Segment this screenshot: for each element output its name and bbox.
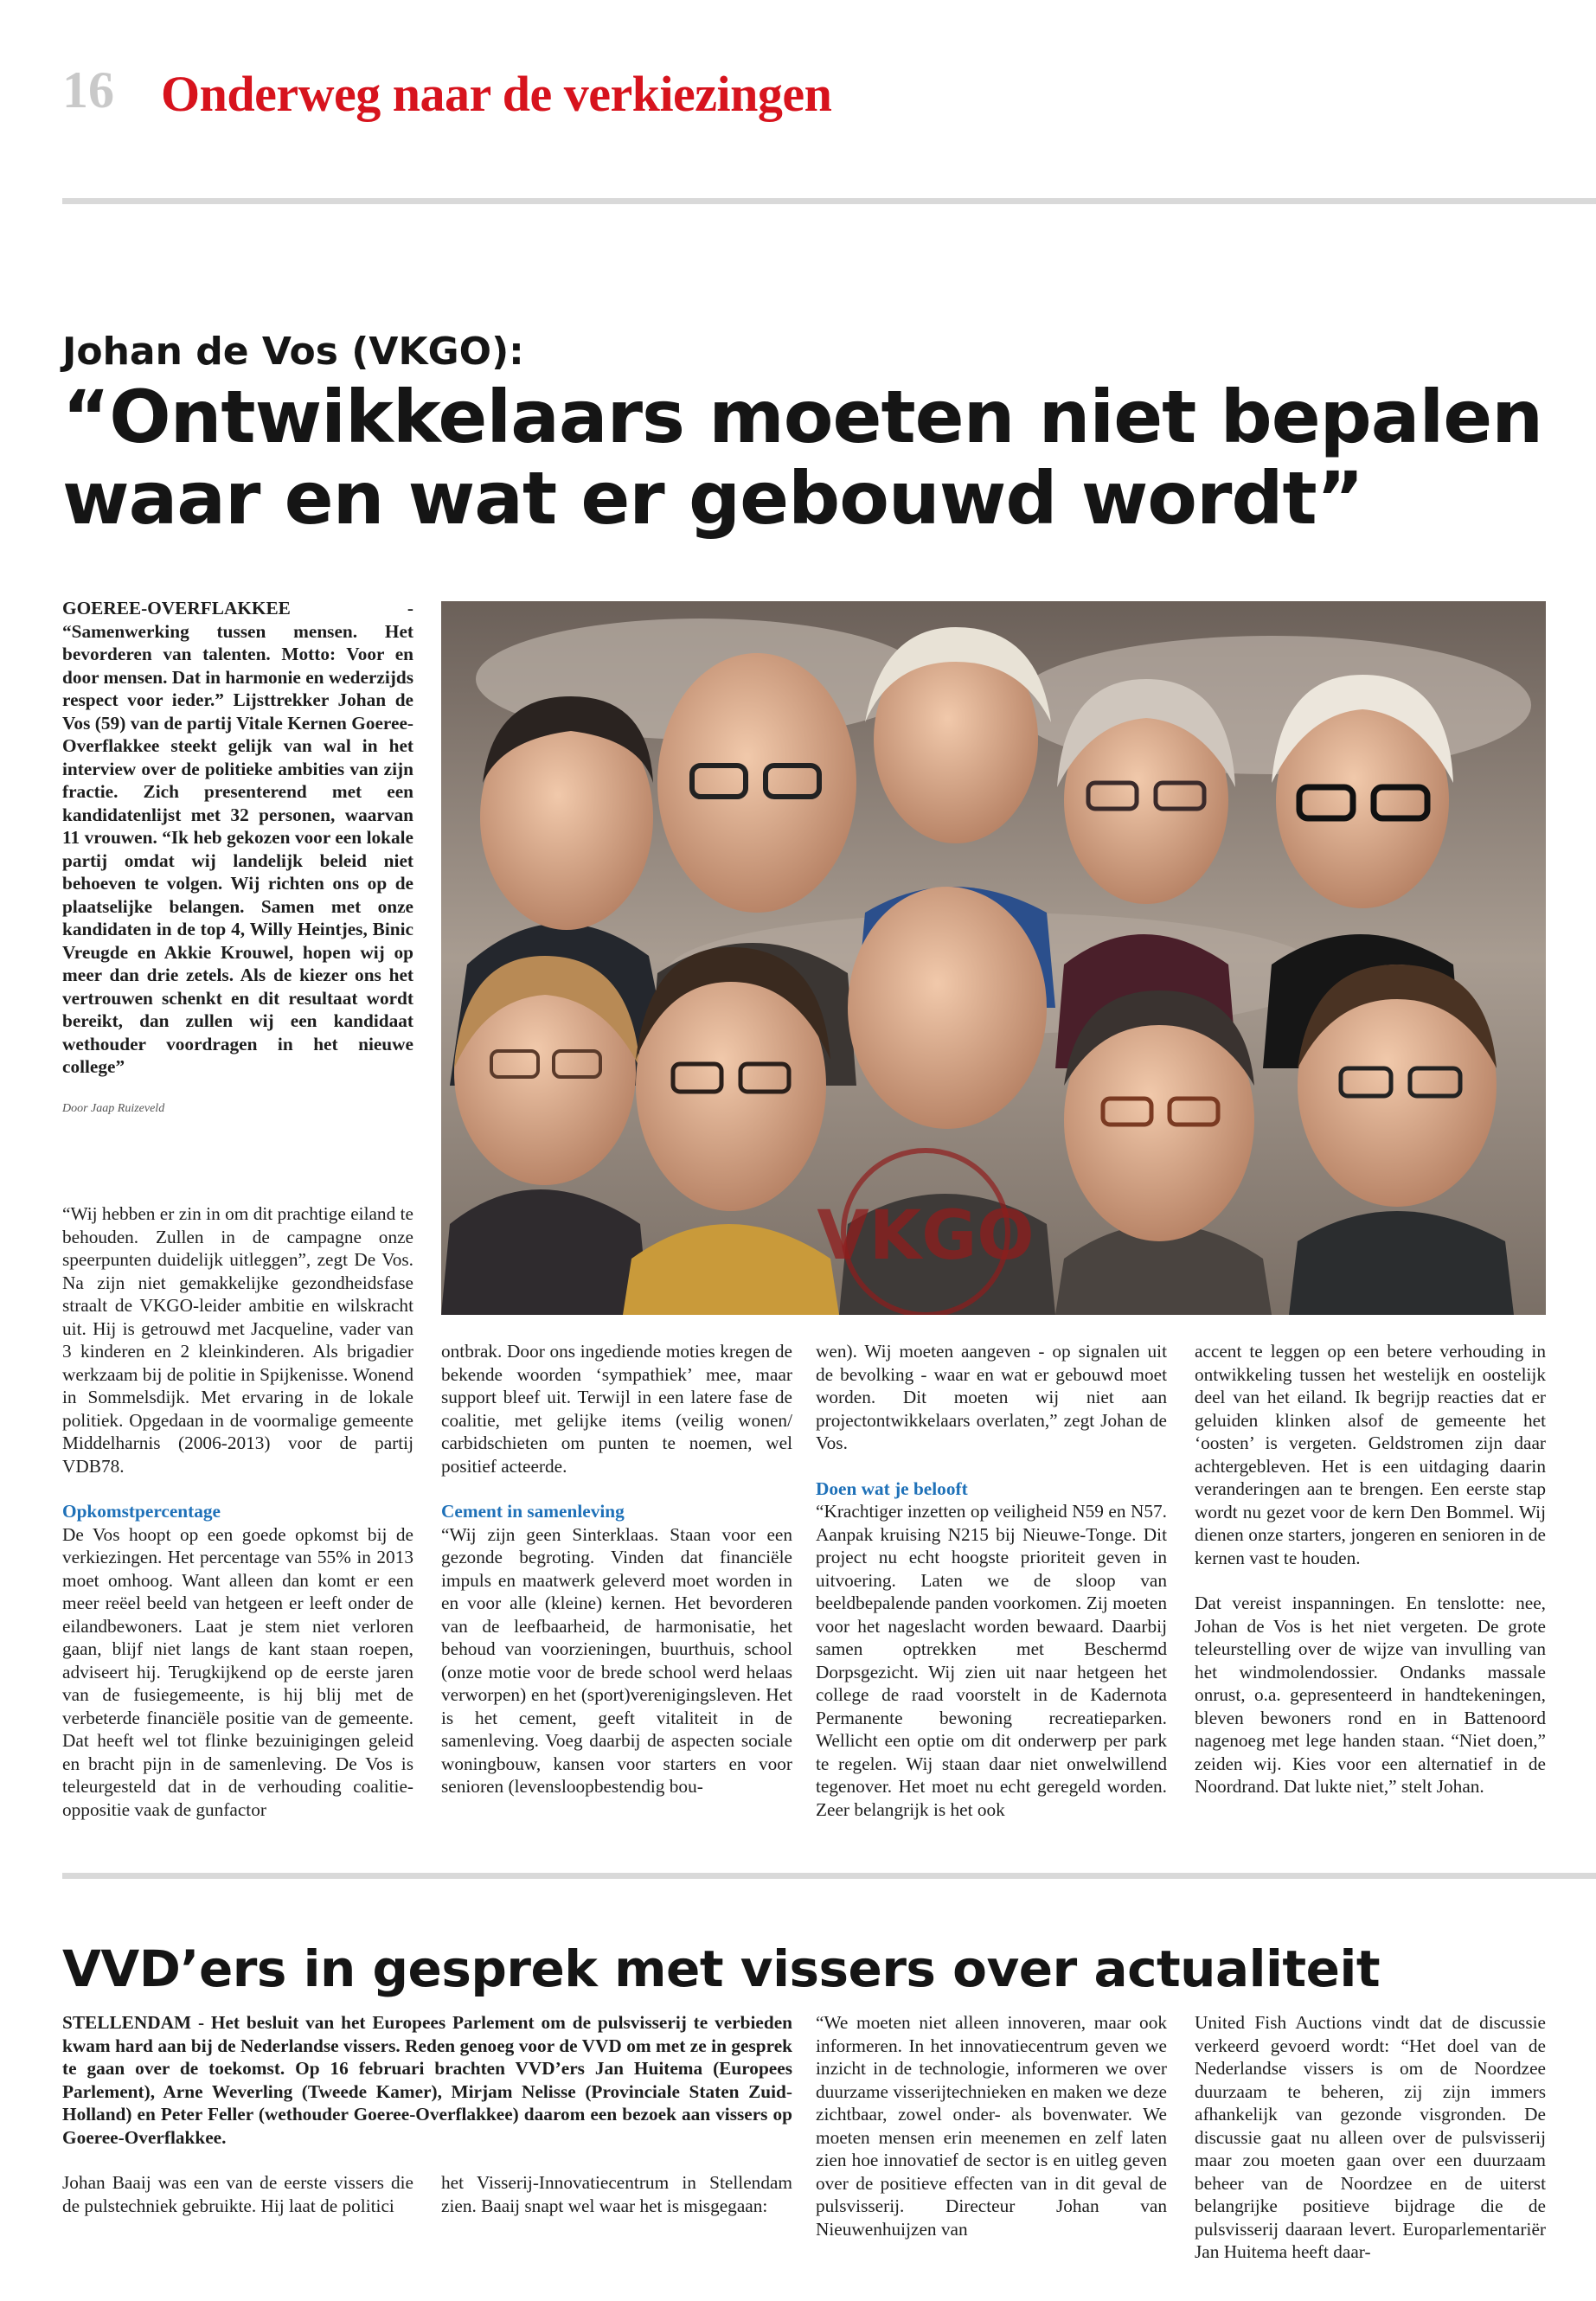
article-column-3 [816,1340,1167,1821]
article2-lead: STELLENDAM - Het besluit van het Europees Parlement om de pulsvisserij te verbieden kwam hard aan bij de Nederlandse vissers. Reden genoeg voor de VVD om met ze in gesprek te gaan over de toekomst. Op 16 februari brachten VVD’ers Jan Huitema (Europees Parlement), Arne Weverling (Tweede Kamer), Mirjam Nelisse (Provinciale Staten Zuid-Holland) en Peter Feller (wethouder Goeree-Overflakkee) daarom een bezoek aan vissers op Goeree-Overflakkee. [62,2012,792,2148]
paragraph-text: “Wij zijn geen Sinterklaas. Staan voor een gezonde begroting. Vinden dat financiële impuls en maatwerk geleverd moet worden in en voor alle (kleine) kernen. Het bevorderen van de leefbaarheid, de harmonisatie, het behoud van voorzieningen, buurthuis, school (onze motie voor de brede school werd helaas verworpen) en het (sport)verenigingsleven. Het is het cement, geeft vitaliteit in de samenleving. Voeg daarbij de aspecten sociale woningbouw, kansen voor starters en voor senioren (levensloopbestendig bou- [441,1523,792,1797]
candidate-portrait [441,956,649,1315]
paragraph-with-subhead [62,1500,413,1821]
paragraph: ontbrak. Door ons ingediende moties kregen de bekende woorden ‘sympathiek’ mee, maar support bleef uit. Terwijl in een latere fase de coalitie, met gelijke items (veilig wonen/ carbidschieten om punten te noemen, wel positief acteerde. [441,1341,792,1477]
paragraph: Dat vereist inspanningen. En tenslotte: nee, Johan de Vos is het niet vergeten. De grote teleurstelling over de wijze van invulling van het windmolendossier. Ondanks massale onrust, o.a. gepresenteerd in handtekeningen, bleven bewoners rond en in Battenoord nagenoeg met lege handen staan. “Niet doen,” zeiden wij. Kies voor een alternatief in de Noordrand. Dat lukte niet,” stelt Johan. [1195,1593,1546,1797]
headline-line-1: “Ontwikkelaars moeten niet bepalen [62,375,1543,459]
vkgo-logo-text: VKGO [817,1197,1035,1275]
paragraph-text: “Krachtiger inzetten op veiligheid N59 en N57. Aanpak kruising N215 bij Nieuwe-Tonge. Dit project nu echt hoogste prioriteit geven in uitvoering. Laten we de sloop van beeldbepalende panden voorkomen. Zij moeten voor het nageslacht worden bewaard. Daarbij samen optrekken met Beschermd Dorpsgezicht. Wij zien uit naar hetgeen het college de raad voorstelt in de Kadernota Permanente bewoning recreatieparken. Wellicht een optie om dit onderwerp per park te regelen. Wij staan daar niet onwelwillend tegenover. Het moet nu echt geregeld worden. Zeer belangrijk is het ook [816,1501,1167,1820]
subheading-cement-in-samenleving: Cement in samenleving [441,1501,625,1522]
page-number: 16 [62,61,114,119]
article2-column-3: “We moeten niet alleen innoveren, maar ook informeren. In het innovatiecentrum geven we inzicht in de technologie, informeren we over duurzame visserijtechnieken en maken we deze zichtbaar, zowel onder- als bovenwater. We moeten mensen erin meenemen en zelf laten zien hoe innovatief de sector is en uitleg geven over de positieve effecten van in dit geval de pulsvisserij. Directeur Johan van Nieuwenhuijzen van [816,2012,1167,2240]
paragraph-with-subhead [441,1500,792,1798]
paragraph: wen). Wij moeten aangeven - op signalen uit de bevolking - waar en wat er gebouwd moet worden. Dit moeten wij niet aan projectontwikkelaars overlaten,” zegt Johan de Vos. [816,1341,1167,1453]
article2-subcolumns [62,2171,792,2217]
headline-line-2: waar en wat er gebouwd wordt” [62,456,1363,542]
candidate-portrait [1289,965,1514,1315]
section-title: Onderweg naar de verkiezingen [161,66,832,122]
top-divider [62,198,1596,204]
article2-column-4: United Fish Auctions vindt dat de discussie verkeerd gevoerd wordt: “Het doel van de Nederlandse vissers is om de Noordzee duurzaam te beheren, zij zijn immers afhankelijk van gezonde visgronden. De discussie gaat nu alleen over de pulsvisserij maar zou moeten gaan over een duurzaam beheer van de Noordzee en de uiterst belangrijke positieve bijdrage die de pulsvisserij daaraan levert. Europarlementariër Jan Huitema heeft daar- [1195,2012,1546,2262]
article-column-2 [441,1340,792,1798]
article-kicker: Johan de Vos (VKGO): [62,330,524,374]
paragraph: accent te leggen op een betere verhouding in ontwikkeling tussen het westelijk en oostelijk deel van het eiland. Ik begrijp reacties dat er geluiden klinken alsof de gemeente het ‘oosten’ is vergeten. Geldstromen zijn daar achtergebleven. Het is een uitdaging daarin veranderingen aan te brengen. Een eerste stap wordt nu gezet voor de kern Den Bommel. Wij dienen onze starters, jongeren en senioren in de kernen vast te houden. [1195,1341,1546,1568]
paragraph-text: De Vos hoopt op een goede opkomst bij de verkiezingen. Het percentage van 55% in 2013 moet omhoog. Want alleen dan komt er een meer reëel beeld van hetgeen er leeft onder de eilandbewoners. Laat je stem niet verloren gaan, blijf niet langs de kant staan roepen, adviseert hij. Terugkijkend op de eerste jaren van de fusiegemeente, is hij blij met de verbeterde financiële positie van de gemeente. Dat heeft wel tot flinke bezuinigingen geleid en bracht pijn in de samenleving. De Vos is teleurgesteld dat in de verhouding coalitie-oppositie vaak de gunfactor [62,1523,413,1820]
paragraph: “Wij hebben er zin in om dit prachtige eiland te behouden. Zullen in de campagne onze speerpunten duidelijk uitleggen”, zegt De Vos. Na zijn niet gemakkelijke gezondheidsfase straalt de VKGO-leider ambitie en wilskracht uit. Hij is getrouwd met Jacqueline, vader van 3 kinderen en 2 kleinkinderen. Als brigadier werkzaam bij de politie in Spijkenisse. Wonend in Sommelsdijk. Met ervaring in de lokale politiek. Opgedaan in de voormalige gemeente Middelharnis (2006-2013) voor de partij VDB78. [62,1203,413,1477]
candidate-portrait [623,947,839,1315]
article2-headline: VVD’ers in gesprek met vissers over actualiteit [62,1939,1381,1998]
candidate-portrait [1055,990,1272,1315]
article-column-1 [62,1202,413,1821]
candidates-group-photo [441,601,1546,1315]
mid-divider [62,1873,1596,1879]
paragraph-with-subhead [816,1477,1167,1822]
subheading-doen-wat-je-belooft: Doen wat je belooft [816,1477,968,1499]
article-lead: GOEREE-OVERFLAKKEE - “Samenwerking tussen mensen. Het bevorderen van talenten. Motto: Voor en door mensen. Dat in harmonie en wederzijds respect voor ieder.” Lijsttrekker Johan de Vos (59) van de partij Vitale Kernen Goeree-Overflakkee steekt gelijk van wal in het interview over de politieke ambities van zijn fractie. Zich presenterend met een kandidatenlijst met 32 personen, waarvan 11 vrouwen. “Ik heb gekozen voor een lokale partij omdat wij landelijk beleid niet behoeven te volgen. Wij richten ons op de plaatselijke belangen. Samen met onze kandidaten in de top 4, Willy Heintjes, Binic Vreugde en Akkie Krouwel, hopen wij op meer dan drie zetels. Als de kiezer ons het vertrouwen schenkt en dit resultaat wordt bereikt, dan zullen wij een kandidaat wethouder voordragen in het nieuwe college” [62,598,414,1077]
article-column-4 [1195,1340,1546,1798]
article2-column-2: het Visserij-Innovatiecentrum in Stellendam zien. Baaij snapt wel waar het is misgegaan: [441,2172,792,2216]
article-headline [62,375,1567,542]
byline: Door Jaap Ruizeveld [62,1101,165,1115]
article2-column-1: Johan Baaij was een van de eerste vissers die de pulstechniek gebruikte. Hij laat de politici [62,2172,413,2216]
article-lead-column [62,597,413,1120]
subheading-opkomstpercentage: Opkomstpercentage [62,1501,221,1522]
article2-left-columns [62,2011,792,2217]
